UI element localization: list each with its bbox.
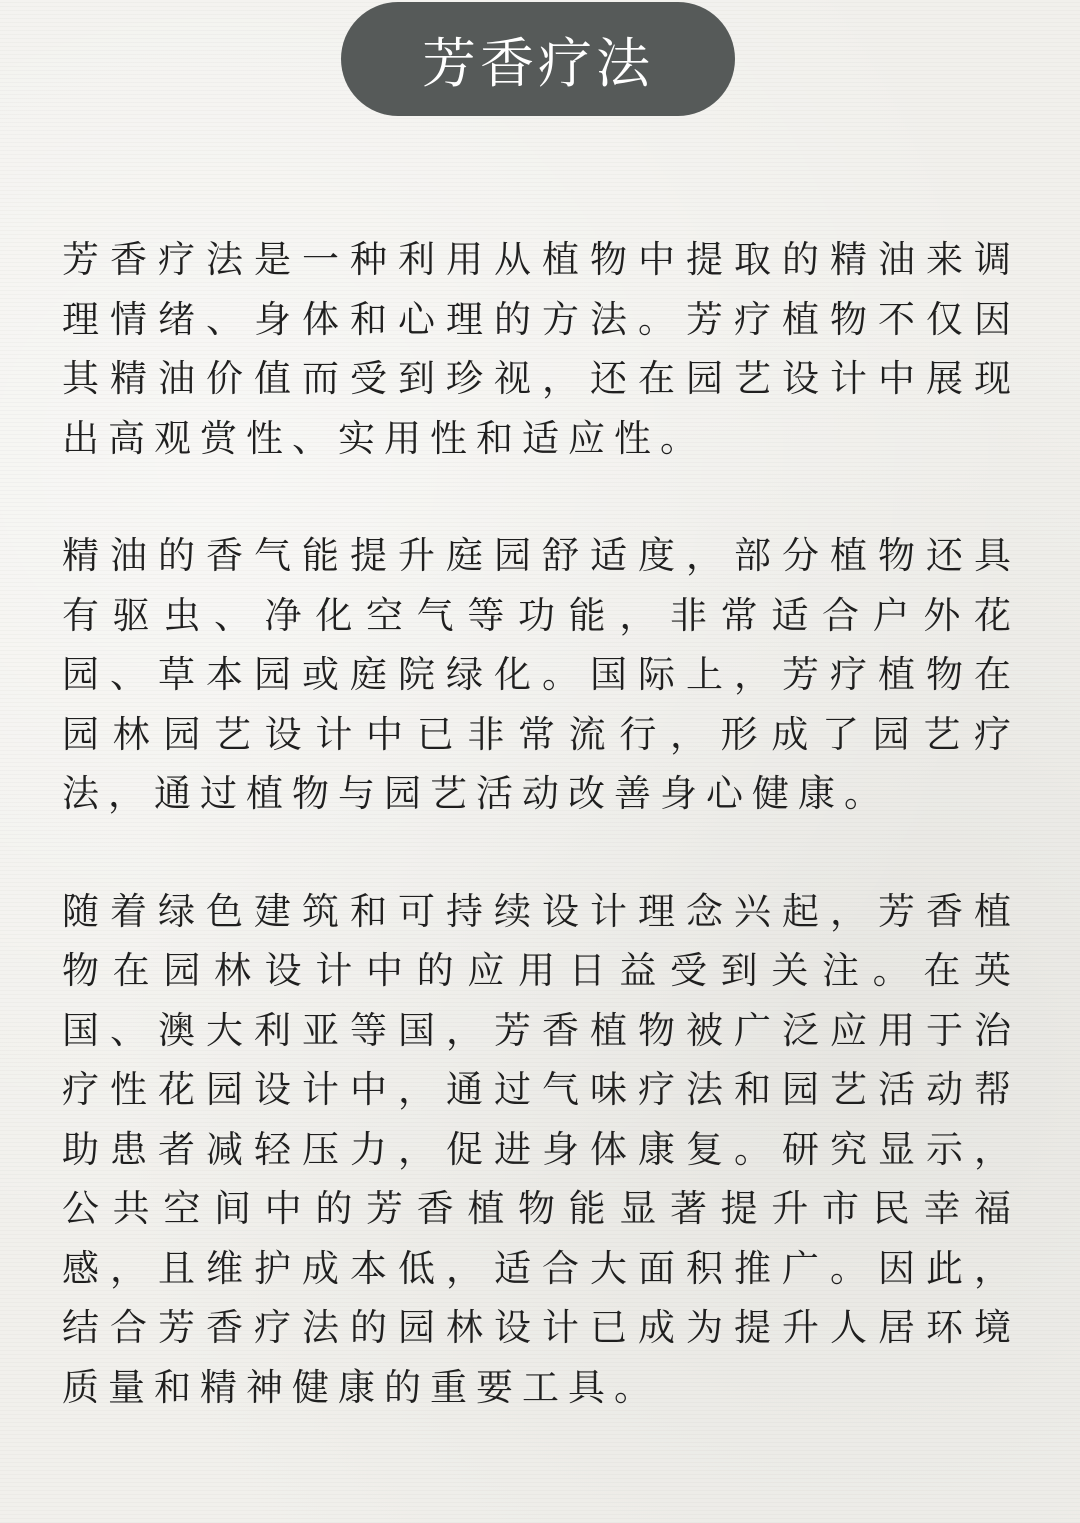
- title-banner: [341, 2, 735, 116]
- paragraph-garden-benefits: 精油的香气能提升庭园舒适度，部分植物还具有驱虫、净化空气等功能，非常适合户外花园、草本园或庭院绿化。国际上，芳疗植物在园林园艺设计中已非常流行，形成了园艺疗法，通过植物与园艺活动改善身心健康。: [62, 534, 1020, 815]
- paragraph-applications: 随着绿色建筑和可持续设计理念兴起，芳香植物在园林设计中的应用日益受到关注。在英国、澳大利亚等国，芳香植物被广泛应用于治疗性花园设计中，通过气味疗法和园艺活动帮助患者减轻压力，促进身体康复。研究显示，公共空间中的芳香植物能显著提升市民幸福感，且维护成本低，适合大面积推广。因此，结合芳香疗法的园林设计已成为提升人居环境质量和精神健康的重要工具。: [62, 889, 1020, 1409]
- paragraph-intro: 芳香疗法是一种利用从植物中提取的精油来调理情绪、身体和心理的方法。芳疗植物不仅因其精油价值而受到珍视，还在园艺设计中展现出高观赏性、实用性和适应性。: [62, 238, 1020, 460]
- article-body: [62, 230, 1020, 1417]
- page-title: 芳香疗法: [422, 31, 654, 95]
